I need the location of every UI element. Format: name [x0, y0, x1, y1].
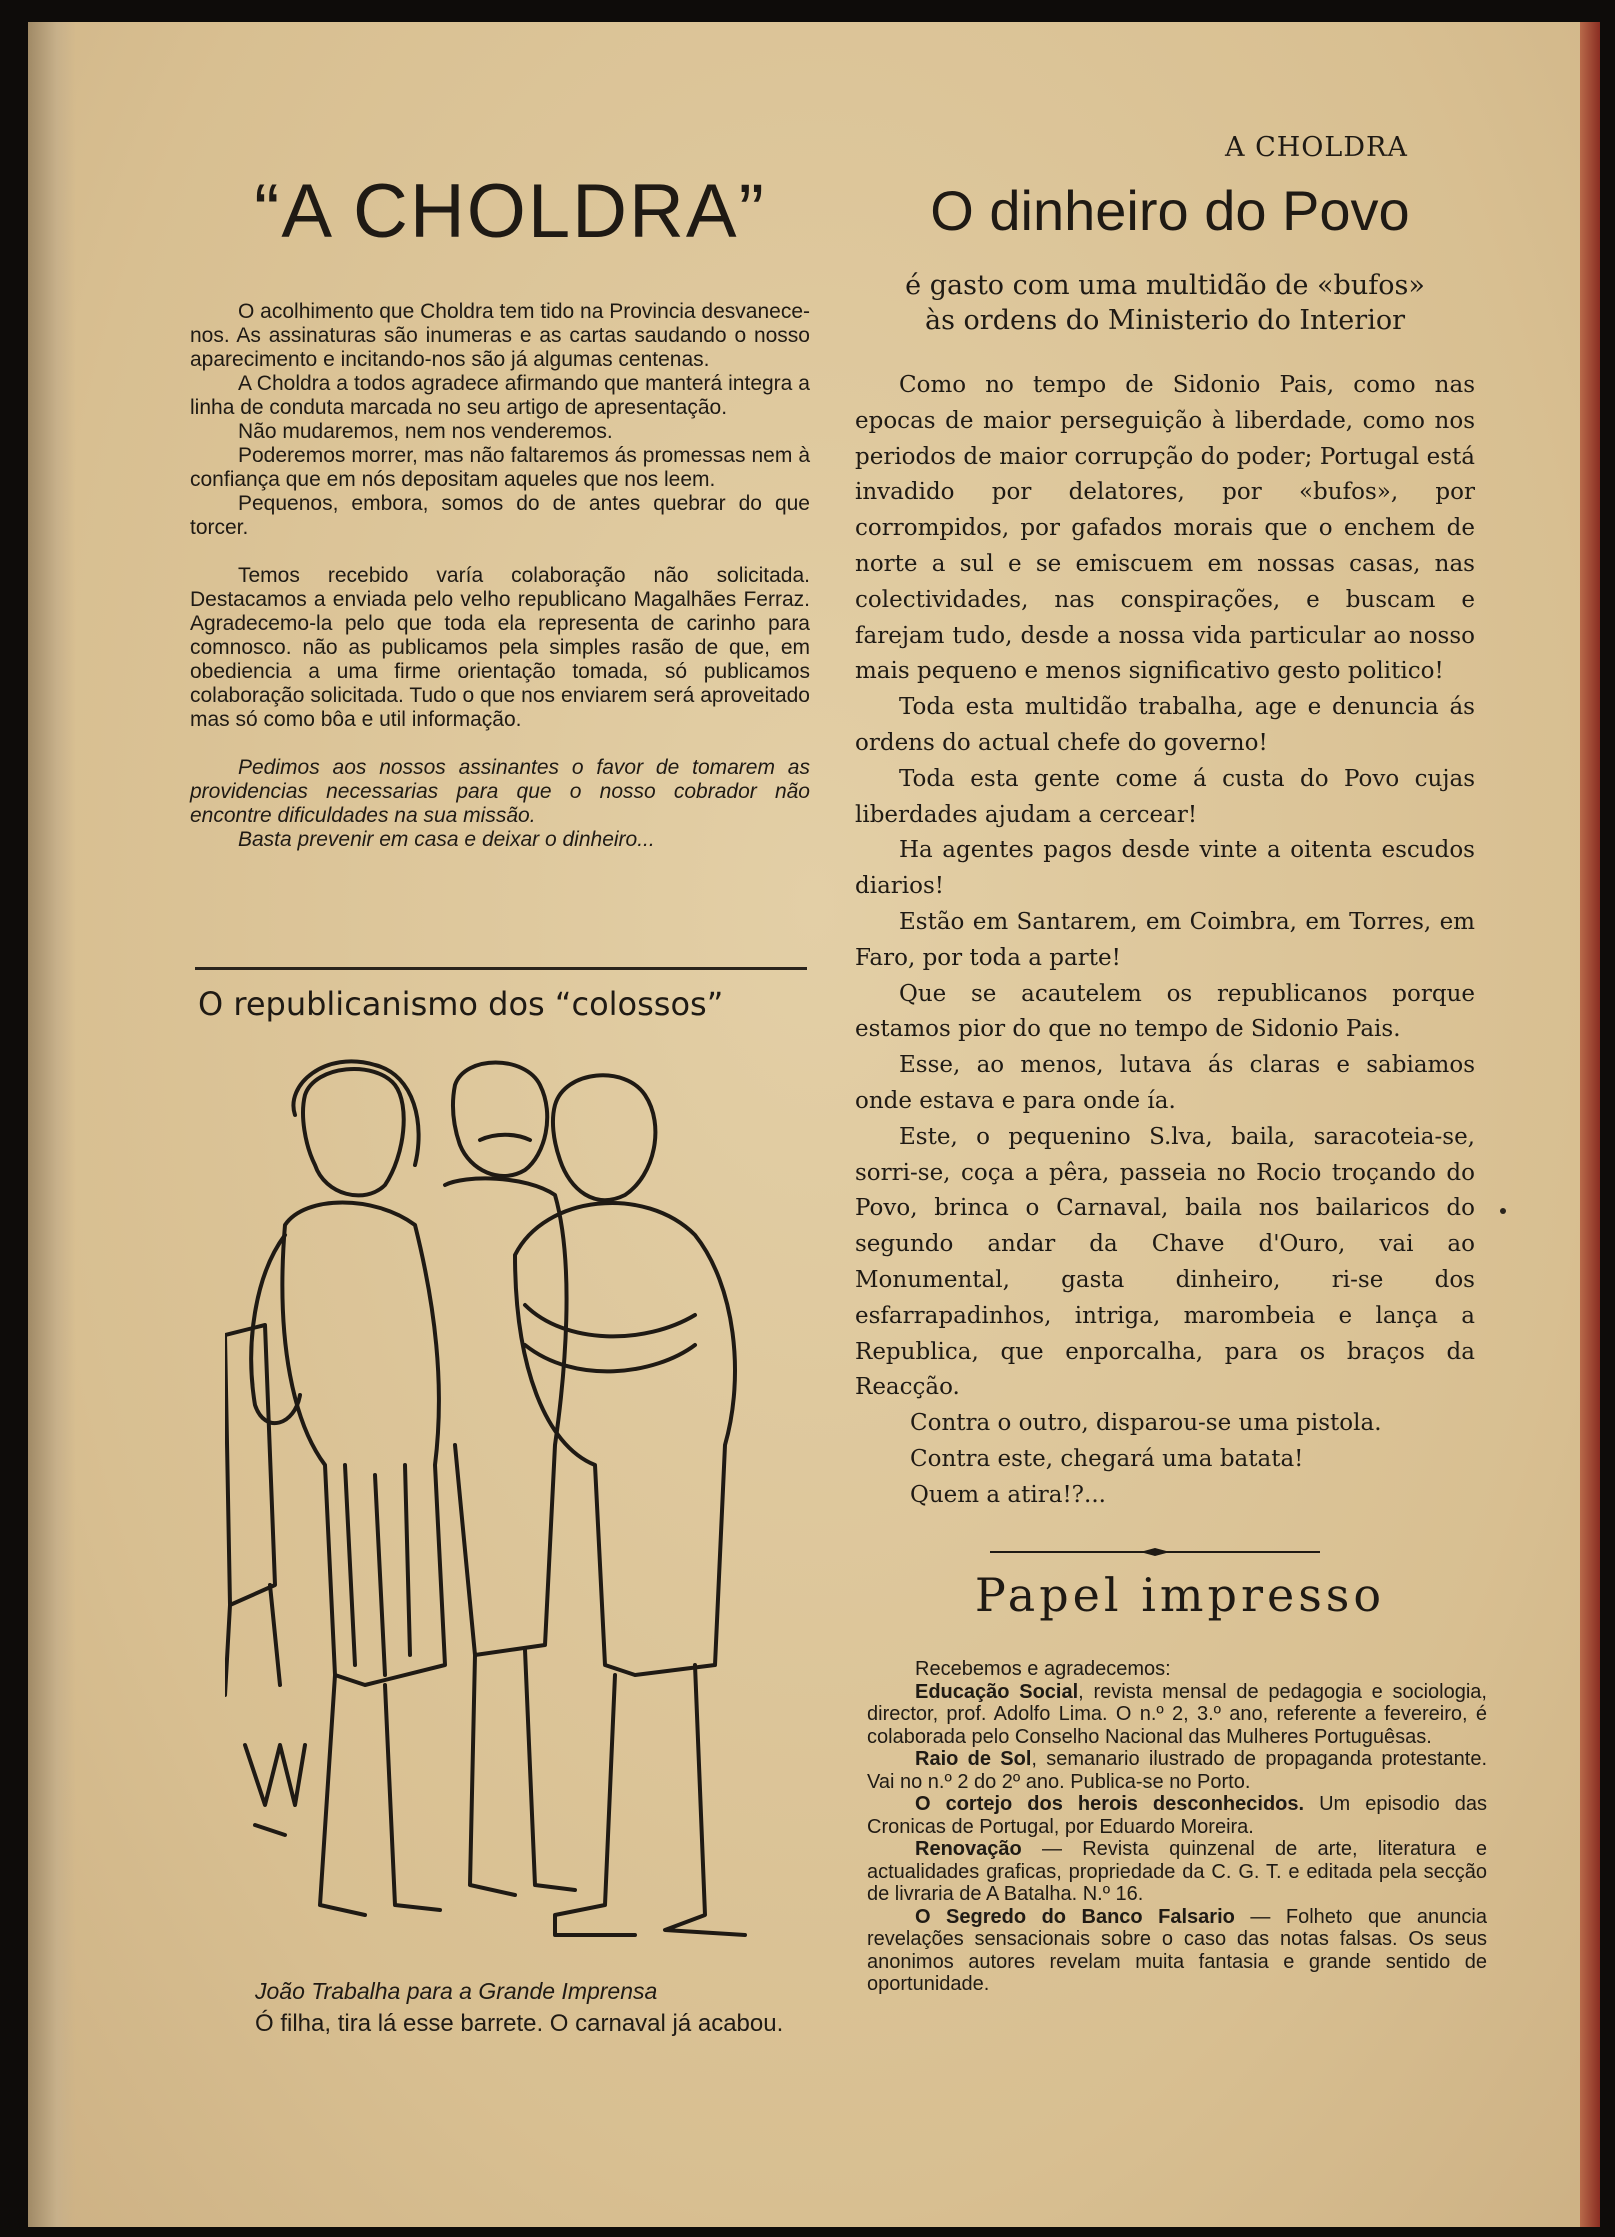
publications-intro: Recebemos e agradecemos: — [915, 1658, 1171, 1680]
publication-description: — Folheto que anuncia revelações sensacionais sobre o caso das notas falsas. Os seus anonimos autores revelam muita fantasia e grande sentido de oportunidade. — [867, 1905, 1487, 1995]
article-paragraph: Toda esta gente come á custa do Povo cujas liberdades ajudam a cercear! — [855, 765, 1475, 828]
article-paragraph: Esse, ao menos, lutava ás claras e sabiamos onde estava e para onde ía. — [855, 1052, 1475, 1114]
publication-entry — [867, 1748, 1487, 1793]
publication-entry — [867, 1906, 1487, 1996]
publication-description: , revista mensal de pedagogia e sociologia, director, prof. Adolfo Lima. O n.º 2, 3.º ano, referente a fevereiro, é colaborada pelo Conselho Nacional das Mulheres Portuguêsas. — [867, 1680, 1487, 1748]
publication-description: , semanario ilustrado de propaganda protestante. Vai no n.º 2 do 2º ano. Publica-se no Porto. — [867, 1748, 1487, 1793]
figure-center-head — [453, 1063, 547, 1176]
publication-name: Educação Social — [915, 1680, 1079, 1703]
scribble-marks — [245, 1745, 305, 1835]
article-body — [855, 368, 1475, 1514]
publications-list — [867, 1658, 1487, 1996]
article-paragraph: Ha agentes pagos desde vinte a oitenta escudos diarios! — [855, 837, 1475, 900]
figure-right-legs — [555, 1665, 745, 1935]
publication-name: Renovação — [915, 1838, 1022, 1860]
editorial-paragraph: A Choldra a todos agradece afirmando que manterá integra a linha de conduta marcada no seu artigo de apresentação. — [190, 372, 810, 419]
editorial-paragraph: Não mudaremos, nem nos venderemos. — [238, 420, 613, 443]
editorial-paragraph: Pequenos, embora, somos do de antes quebrar do que torcer. — [190, 492, 810, 539]
cartoon-caption-dialogue: Ó filha, tira lá esse barrete. O carnaval já acabou. — [255, 2010, 784, 2037]
subscriber-note: Pedimos aos nossos assinantes o favor de tomarem as providencias necessarias para que o nosso cobrador não encontre dificuldades na sua missão. — [190, 756, 810, 827]
masthead-title: “A CHOLDRA” — [254, 169, 766, 254]
article-subtitle — [850, 268, 1480, 338]
article-closing-line: Contra este, chegará uma batata! — [910, 1445, 1304, 1472]
publication-description: Um episodio das Cronicas de Portugal, por Eduardo Moreira. — [867, 1793, 1487, 1838]
publication-name: O Segredo do Banco Falsario — [915, 1905, 1235, 1928]
article-paragraph: Como no tempo de Sidonio Pais, como nas epocas de maior perseguição à liberdade, como nos periodos de maior corrupção do poder; Portugal está invadido por delatores, por «bufos», por corrompidos, por gafados morais que o enchem de norte a sul e se emiscuem em nossas casas, nas colectividades, nas conspirações, e buscam e farejam tudo, desde a nossa vida particular ao nosso mais pequeno e menos significativo gesto politico! — [855, 372, 1475, 685]
figure-left-legs — [320, 1675, 440, 1915]
article-title: O dinheiro do Povo — [930, 179, 1410, 242]
figure-left-skirt-lines — [345, 1465, 410, 1675]
article-subtitle-line: às ordens do Ministerio do Interior — [925, 305, 1405, 336]
figure-left-head — [303, 1069, 404, 1195]
article-closing-line: Contra o outro, disparou-se uma pistola. — [910, 1410, 1382, 1437]
publication-entry — [867, 1681, 1487, 1749]
subscriber-note-2: Basta prevenir em casa e deixar o dinheiro... — [238, 828, 655, 851]
section-title-papel-impresso: Papel impresso — [974, 1568, 1386, 1622]
figure-right-arms — [525, 1305, 695, 1371]
article-paragraph: Toda esta multidão trabalha, age e denuncia ás ordens do actual chefe do governo! — [855, 694, 1475, 756]
article-closing-line: Quem a atira!?... — [910, 1481, 1106, 1508]
running-head: A CHOLDRA — [1225, 132, 1408, 163]
article-subtitle-line: é gasto com uma multidão de «bufos» — [905, 270, 1425, 301]
article-paragraph: Que se acautelem os republicanos porque estamos pior do que no tempo de Sidonio Pais. — [855, 980, 1475, 1043]
figure-right-head — [553, 1075, 655, 1200]
column-divider-rule — [195, 967, 807, 970]
page-spine-shadow — [28, 22, 76, 2227]
publication-entry — [867, 1838, 1487, 1906]
cartoon-caption-speaker: João Trabalha para a Grande Imprensa — [255, 1978, 658, 2004]
editorial-column — [190, 300, 810, 852]
section-ornament-rule — [990, 1547, 1320, 1557]
publication-name: Raio de Sol — [915, 1748, 1032, 1770]
figure-center-moustache — [480, 1135, 530, 1140]
cartoon-title: O republicanismo dos “colossos” — [198, 985, 724, 1023]
cartoon-illustration — [225, 1045, 785, 1975]
figure-left-body — [282, 1203, 445, 1686]
red-binding-edge — [1580, 22, 1600, 2227]
publication-entry — [867, 1793, 1487, 1838]
publication-description: — Revista quinzenal de arte, literatura e actualidades graficas, propriedade da C. G. T. e editada pela secção de livraria de A Batalha. N.º 16. — [867, 1838, 1487, 1905]
print-speck — [1500, 1208, 1506, 1214]
article-paragraph: Estão em Santarem, em Coimbra, em Torres, em Faro, por toda a parte! — [855, 908, 1475, 971]
editorial-paragraph: O acolhimento que Choldra tem tido na Provincia desvanece-nos. As assinaturas são inumeras e as cartas saudando o nosso aparecimento e incitando-nos são já algumas centenas. — [190, 300, 810, 371]
figure-center-legs — [470, 1650, 575, 1895]
editorial-paragraph: Poderemos morrer, mas não faltaremos ás promessas nem à confiança que em nós depositam aqueles que nos leem. — [190, 444, 810, 491]
publication-name: O cortejo dos herois desconhecidos. — [915, 1793, 1305, 1815]
collaboration-paragraph: Temos recebido varía colaboração não solicitada. Destacamos a enviada pelo velho republicano Magalhães Ferraz. Agradecemo-la pelo que toda ela representa de carinho para comnosco. não as publicamos pela simples rasão de que, em obediencia a uma firme orientação tomada, só publicamos colaboração solicitada. Tudo o que nos enviarem será aproveitado mas só como bôa e util informação. — [190, 564, 810, 731]
article-paragraph: Este, o pequenino S.lva, baila, saracoteia-se, sorri-se, coça a pêra, passeia no Rocio troçando do Povo, brinca o Carnaval, baila nos bailaricos do segundo andar da Chave d'Ouro, vai ao Monumental, gasta dinheiro, ri-se dos esfarrapadinhos, intriga, marombeia e lança a Republica, que enporcalha, para os braços da Reacção. — [855, 1123, 1475, 1401]
